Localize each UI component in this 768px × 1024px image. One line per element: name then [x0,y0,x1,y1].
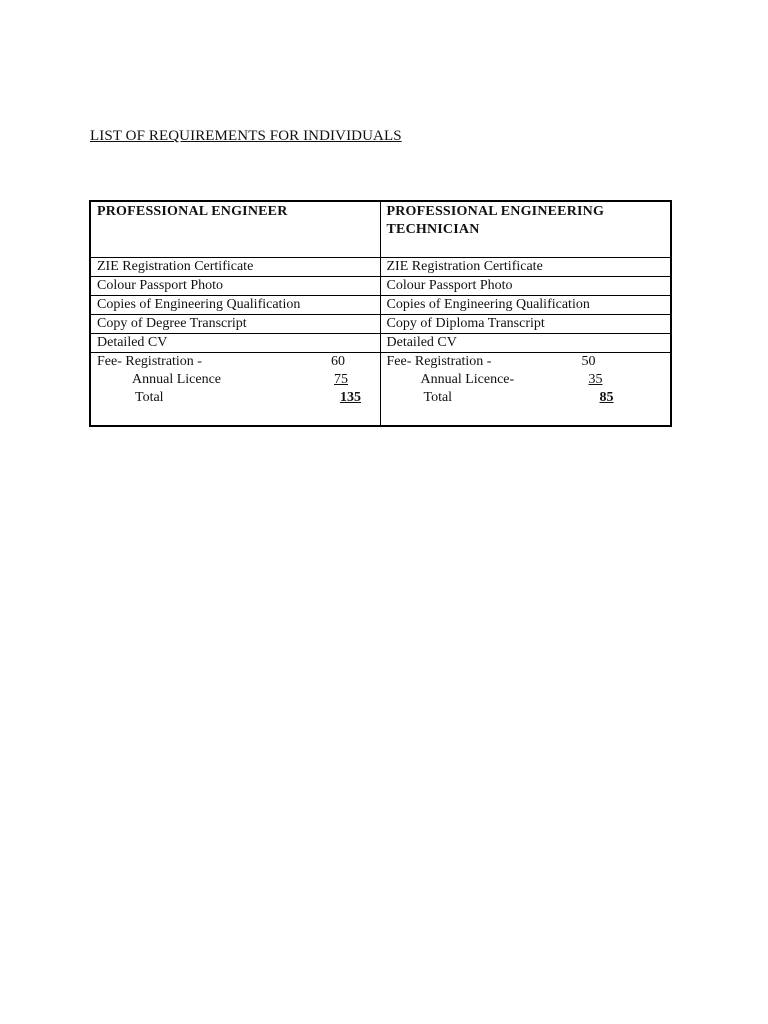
registration-fee-label: Fee- Registration - [97,354,202,369]
table-row [90,296,671,315]
document-title: LIST OF REQUIREMENTS FOR INDIVIDUALS [90,128,402,144]
header-professional-engineering-technician [380,201,671,258]
annual-licence-value: 35 [588,372,603,387]
header-label: PROFESSIONAL ENGINEER [97,204,288,219]
total-value: 135 [340,390,361,405]
engineer-fee-block [97,353,374,425]
table-cell: Detailed CV [90,334,380,353]
header-label: PROFESSIONAL ENGINEERING TECHNICIAN [386,204,605,237]
table-cell: Copies of Engineering Qualification [90,296,380,315]
registration-fee-label: Fee- Registration - [386,354,492,369]
total-label: Total [135,390,164,405]
table-cell: Copies of Engineering Qualification [380,296,671,315]
table-cell: Copy of Degree Transcript [90,315,380,334]
total-value: 85 [599,390,614,405]
table-row [90,277,671,296]
header-professional-engineer [90,201,380,258]
registration-fee-value: 60 [331,354,345,369]
table-row [90,315,671,334]
table-cell: Copy of Diploma Transcript [380,315,671,334]
table-cell: ZIE Registration Certificate [380,258,671,277]
table-cell: ZIE Registration Certificate [90,258,380,277]
requirements-table [89,200,672,427]
registration-fee-value: 50 [581,354,596,369]
total-label: Total [423,390,453,405]
engineer-fee-cell [90,353,380,427]
table-cell: Detailed CV [380,334,671,353]
fee-row [90,353,671,427]
annual-licence-label: Annual Licence- [420,372,515,387]
table-row [90,258,671,277]
technician-fee-block [387,353,665,425]
table-cell: Colour Passport Photo [380,277,671,296]
table-header-row [90,201,671,258]
annual-licence-label: Annual Licence [132,372,222,387]
table-row [90,334,671,353]
table-cell: Colour Passport Photo [90,277,380,296]
annual-licence-value: 75 [334,372,348,387]
technician-fee-cell [380,353,671,427]
